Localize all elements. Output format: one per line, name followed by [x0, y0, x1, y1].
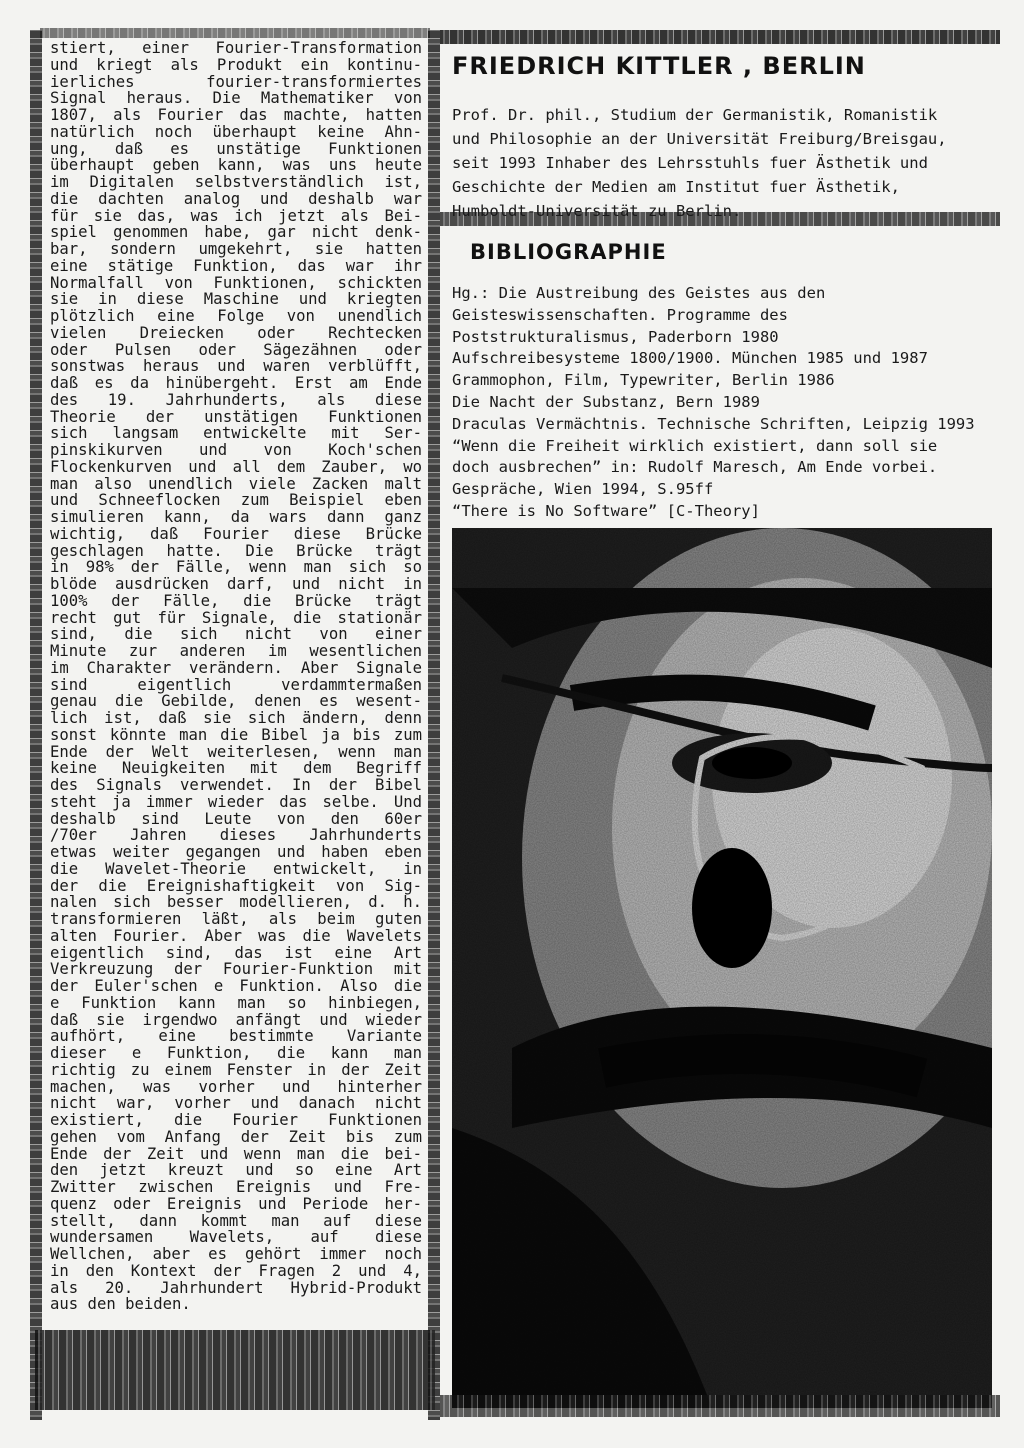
text-line: transformieren läßt, als beim guten — [50, 910, 422, 928]
brush-border-top-right — [440, 30, 1000, 44]
text-line: daß es da hinübergeht. Erst am Ende — [50, 374, 422, 392]
text-line: in den Kontext der Fragen 2 und 4, — [50, 1261, 422, 1280]
text-line: machen, was vorher und hinterher — [50, 1077, 422, 1096]
text-line: alten Fourier. Aber was die Wavelets — [50, 926, 422, 945]
bibliography-item: Gespräche, Wien 1994, S.95ff — [452, 480, 714, 499]
text-line: Ende der Zeit und wenn man die bei- — [50, 1144, 422, 1163]
bio-line: Geschichte der Medien am Institut fuer Ästhetik, — [452, 178, 900, 196]
bibliography-item: “Wenn die Freiheit wirklich existiert, dann soll sie — [452, 436, 938, 455]
text-line: bar, sondern umgekehrt, sie hatten — [50, 240, 422, 258]
text-line: gehen vom Anfang der Zeit bis zum — [50, 1127, 422, 1146]
text-line: die dachten analog und deshalb war — [50, 189, 422, 208]
text-line: Verkreuzung der Fourier-Funktion mit — [50, 960, 422, 979]
bibliography-item: Draculas Vermächtnis. Technische Schriften, Leipzig 1993 — [452, 414, 975, 433]
text-line: Ende der Welt weiterlesen, wenn man — [50, 742, 422, 761]
text-line: dieser e Funktion, die kann man — [50, 1044, 422, 1062]
text-line: der Euler'schen e Funktion. Also die — [50, 977, 422, 995]
author-heading: FRIEDRICH KITTLER , BERLIN — [452, 52, 866, 80]
text-line: aufhört, eine bestimmte Variante — [50, 1027, 422, 1046]
bio-line: und Philosophie an der Universität Freiburg/Breisgau, — [452, 130, 947, 148]
text-line: steht ja immer wieder das selbe. Und — [50, 792, 422, 811]
text-line: sind, die sich nicht von einer — [50, 625, 422, 644]
text-line: plötzlich eine Folge von unendlich — [50, 307, 422, 325]
brush-border-top-left — [40, 28, 430, 38]
text-line: den jetzt kreuzt und so eine Art — [50, 1161, 422, 1180]
bibliography-item: Poststrukturalismus, Paderborn 1980 — [452, 327, 779, 346]
bibliography-item: Grammophon, Film, Typewriter, Berlin 1986 — [452, 371, 835, 390]
portrait-illustration — [452, 528, 992, 1408]
text-line: überhaupt geben kann, was uns heute — [50, 156, 422, 175]
text-line: richtig zu einem Fenster in der Zeit — [50, 1060, 422, 1079]
text-line: Minute zur anderen im wesentlichen — [50, 642, 422, 660]
text-line: sie in diese Maschine und kriegten — [50, 290, 422, 309]
bibliography-item: Geisteswissenschaften. Programme des — [452, 305, 788, 324]
text-line: lich ist, daß sie sich ändern, denn — [50, 709, 422, 727]
text-line: existiert, die Fourier Funktionen — [50, 1111, 422, 1129]
bio-line: seit 1993 Inhaber des Lehrsstuhls fuer Ästhetik und — [452, 154, 928, 172]
text-line: pinskikurven und von Koch'schen — [50, 441, 422, 459]
text-line: oder Pulsen oder Sägezähnen oder — [50, 340, 422, 359]
text-line: vielen Dreiecken oder Rechtecken — [50, 323, 422, 342]
bibliography-item: Die Nacht der Substanz, Bern 1989 — [452, 392, 760, 411]
text-line: Wellchen, aber es gehört immer noch — [50, 1245, 422, 1263]
bibliography-item: Aufschreibesysteme 1800/1900. München 1985 und 1987 — [452, 349, 928, 368]
author-bio — [452, 103, 992, 223]
text-line: sonstwas heraus und waren verblüfft, — [50, 357, 422, 376]
text-line: und Schneeflocken zum Beispiel eben — [50, 491, 422, 510]
text-line: genau die Gebilde, denen es wesent- — [50, 692, 422, 711]
text-line: aus den beiden. — [50, 1295, 191, 1314]
bio-line: Humboldt-Universität zu Berlin. — [452, 202, 742, 220]
text-line: quenz oder Ereignis und Periode her- — [50, 1194, 422, 1213]
text-line: eigentlich sind, das ist eine Art — [50, 943, 422, 962]
text-line: Signal heraus. Die Mathematiker von — [50, 89, 422, 108]
brush-border-photo-bottom — [440, 1395, 1000, 1417]
text-line: stiert, einer Fourier-Transformation — [50, 39, 422, 57]
text-line: ung, daß es unstätige Funktionen — [50, 139, 422, 158]
text-line: für sie das, was ich jetzt als Bei- — [50, 206, 422, 225]
text-line: des Signals verwendet. In der Bibel — [50, 776, 422, 794]
text-line: wichtig, daß Fourier diese Brücke — [50, 524, 422, 543]
text-line: blöde ausdrücken darf, und nicht in — [50, 575, 422, 593]
bio-line: Prof. Dr. phil., Studium der Germanistik, Romanistik — [452, 106, 938, 124]
brush-border-middle — [428, 30, 440, 1420]
text-line: keine Neuigkeiten mit dem Begriff — [50, 759, 422, 778]
brush-border-left — [30, 30, 42, 1420]
text-line: wundersamen Wavelets, auf diese — [50, 1228, 422, 1247]
text-line: im Charakter verändern. Aber Signale — [50, 658, 422, 677]
text-line: die Wavelet-Theorie entwickelt, in — [50, 859, 422, 878]
bibliography-item: Hg.: Die Austreibung des Geistes aus den — [452, 284, 826, 302]
text-line: /70er Jahren dieses Jahrhunderts — [50, 826, 422, 845]
text-line: daß sie irgendwo anfängt und wieder — [50, 1010, 422, 1029]
text-line: ierliches fourier-transformiertes — [50, 72, 422, 91]
bibliography-list — [452, 283, 1012, 523]
text-line: 1807, als Fourier das machte, hatten — [50, 106, 422, 124]
bibliography-heading: BIBLIOGRAPHIE — [470, 240, 667, 264]
bibliography-item: “There is No Software” [C-Theory] — [452, 501, 760, 520]
text-line: im Digitalen selbstverständlich ist, — [50, 173, 422, 191]
text-line: Theorie der unstätigen Funktionen — [50, 407, 422, 426]
text-line: eine stätige Funktion, das war ihr — [50, 256, 422, 275]
text-line: e Funktion kann man so hinbiegen, — [50, 993, 422, 1012]
text-line: man also unendlich viele Zacken malt — [50, 474, 422, 493]
text-line: stellt, dann kommt man auf diese — [50, 1211, 422, 1230]
text-line: als 20. Jahrhundert Hybrid-Produkt — [50, 1278, 422, 1297]
text-line: des 19. Jahrhunderts, als diese — [50, 390, 422, 409]
text-line: simulieren kann, da wars dann ganz — [50, 508, 422, 526]
text-line: und kriegt als Produkt ein kontinu- — [50, 55, 422, 74]
text-line: Flockenkurven und all dem Zauber, wo — [50, 457, 422, 476]
brush-border-bottom-left — [35, 1330, 435, 1410]
text-line: Zwitter zwischen Ereignis und Fre- — [50, 1178, 422, 1196]
text-line: Normalfall von Funktionen, schickten — [50, 273, 422, 292]
text-line: nicht war, vorher und danach nicht — [50, 1094, 422, 1113]
text-line: deshalb sind Leute von den 60er — [50, 809, 422, 828]
text-line: sich langsam entwickelte mit Ser- — [50, 424, 422, 443]
text-line: 100% der Fälle, die Brücke trägt — [50, 591, 422, 610]
text-line: in 98% der Fälle, wenn man sich so — [50, 558, 422, 577]
text-line: etwas weiter gegangen und haben eben — [50, 843, 422, 861]
text-line: spiel genommen habe, gar nicht denk- — [50, 223, 422, 242]
text-line: der die Ereignishaftigkeit von Sig- — [50, 876, 422, 895]
text-line: natürlich noch überhaupt keine Ahn- — [50, 122, 422, 141]
text-line: geschlagen hatte. Die Brücke trägt — [50, 541, 422, 560]
article-text-column — [50, 40, 422, 1313]
text-line: sind eigentlich verdammtermaßen — [50, 675, 422, 694]
text-line: nalen sich besser modellieren, d. h. — [50, 893, 422, 912]
bibliography-item: doch ausbrechen” in: Rudolf Maresch, Am Ende vorbei. — [452, 458, 938, 477]
portrait-photo — [452, 528, 992, 1408]
text-line: sonst könnte man die Bibel ja bis zum — [50, 725, 422, 744]
text-line: recht gut für Signale, die stationär — [50, 608, 422, 627]
